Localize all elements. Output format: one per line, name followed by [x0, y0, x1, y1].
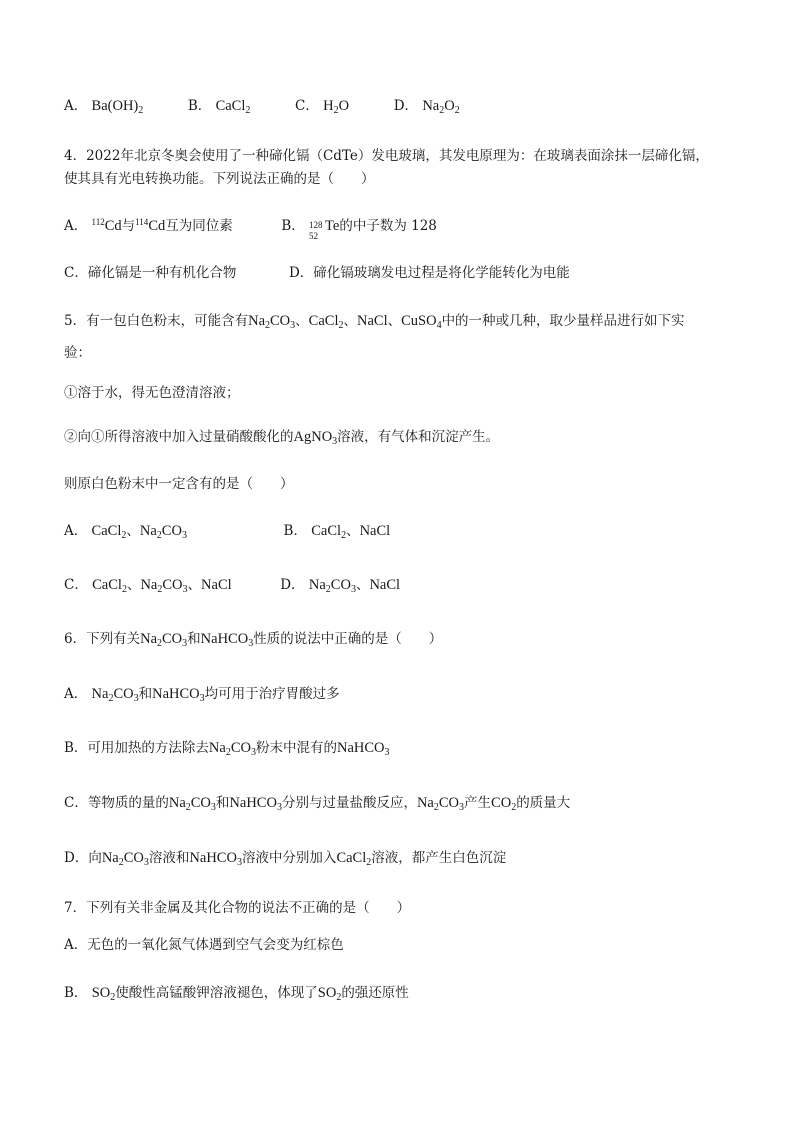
q6-option-b[interactable]: B．可用加热的方法除去$Na_2CO_3$粉末中混有的NaHCO$_3$: [64, 740, 390, 758]
q4-option-c[interactable]: C．碲化镉是一种有机化合物: [64, 265, 237, 281]
q4-option-d[interactable]: D．碲化镉玻璃发电过程是将化学能转化为电能: [288, 265, 570, 281]
q4-stem-line1: 4．2022年北京冬奥会使用了一种碲化镉（CdTe）发电玻璃，其发电原理为：在玻璃表面涂抹一层碲化镉，: [64, 148, 709, 164]
q5-stem-line2: 验：: [64, 345, 91, 361]
q5-option-a[interactable]: A． CaCl$_2$、$Na_2CO_3$: [64, 523, 187, 541]
q6-option-a[interactable]: A． $Na_2CO_3$和NaHCO$_3$均可用于治疗胃酸过多: [64, 686, 340, 704]
q4-option-a[interactable]: A． $^{112}$Cd与$^{114}$Cd互为同位素: [64, 217, 233, 234]
q5-stem-line1: 5．有一包白色粉末，可能含有$Na_2CO_3$、CaCl$_2$、NaCl、CuSO$_4$中的一种或几种，取少量样品进行如下实: [64, 313, 685, 331]
q4-options-cd: [64, 263, 570, 283]
q7-option-b[interactable]: B． $SO_2$使酸性高锰酸钾溶液褪色，体现了$SO_2$的强还原性: [64, 985, 409, 1003]
q5-option-d[interactable]: D． $Na_2CO_3$、NaCl: [280, 577, 401, 595]
q3-options: [64, 96, 460, 116]
q6-stem: 6．下列有关$Na_2CO_3$和NaHCO$_3$性质的说法中正确的是（ ）: [64, 631, 443, 649]
q3-option-d[interactable]: D． $Na_2O_2$: [393, 98, 460, 116]
q5-option-c[interactable]: C． CaCl$_2$、$Na_2CO_3$、NaCl: [64, 577, 232, 595]
q5-step2: ②向①所得溶液中加入过量硝酸酸化的AgNO$_3$溶液，有气体和沉淀产生。: [64, 429, 500, 447]
q4-options-ab: [64, 216, 437, 241]
q6-option-c[interactable]: C．等物质的量的$Na_2CO_3$和NaHCO$_3$分别与过量盐酸反应，$Na_2CO_3$产生$CO_2$的质量大: [64, 795, 571, 813]
q5-options-ab: [64, 521, 390, 541]
q3-option-c[interactable]: C． $H_2O$: [294, 98, 350, 116]
q7-option-a[interactable]: A．无色的一氧化氮气体遇到空气会变为红棕色: [64, 937, 344, 953]
q4-stem-line2: 使其具有光电转换功能。下列说法正确的是（ ）: [64, 171, 375, 187]
q5-options-cd: [64, 575, 400, 595]
q7-stem: 7．下列有关非金属及其化合物的说法不正确的是（ ）: [64, 900, 411, 916]
q5-step1: ①溶于水，得无色澄清溶液；: [64, 385, 240, 401]
q3-option-a[interactable]: A． $Ba(OH)_2$: [64, 98, 144, 116]
q3-option-b[interactable]: B． CaCl$_2$: [187, 98, 251, 116]
q4-option-b[interactable]: B． 128 52 Te的中子数为 128: [281, 218, 437, 241]
q5-option-b[interactable]: B． CaCl$_2$、NaCl: [283, 523, 391, 541]
q6-option-d[interactable]: D．向$Na_2CO_3$溶液和NaHCO$_3$溶液中分别加入CaCl$_2$溶液，都产生白色沉淀: [64, 850, 507, 868]
q5-question: 则原白色粉末中一定含有的是（ ）: [64, 476, 294, 492]
